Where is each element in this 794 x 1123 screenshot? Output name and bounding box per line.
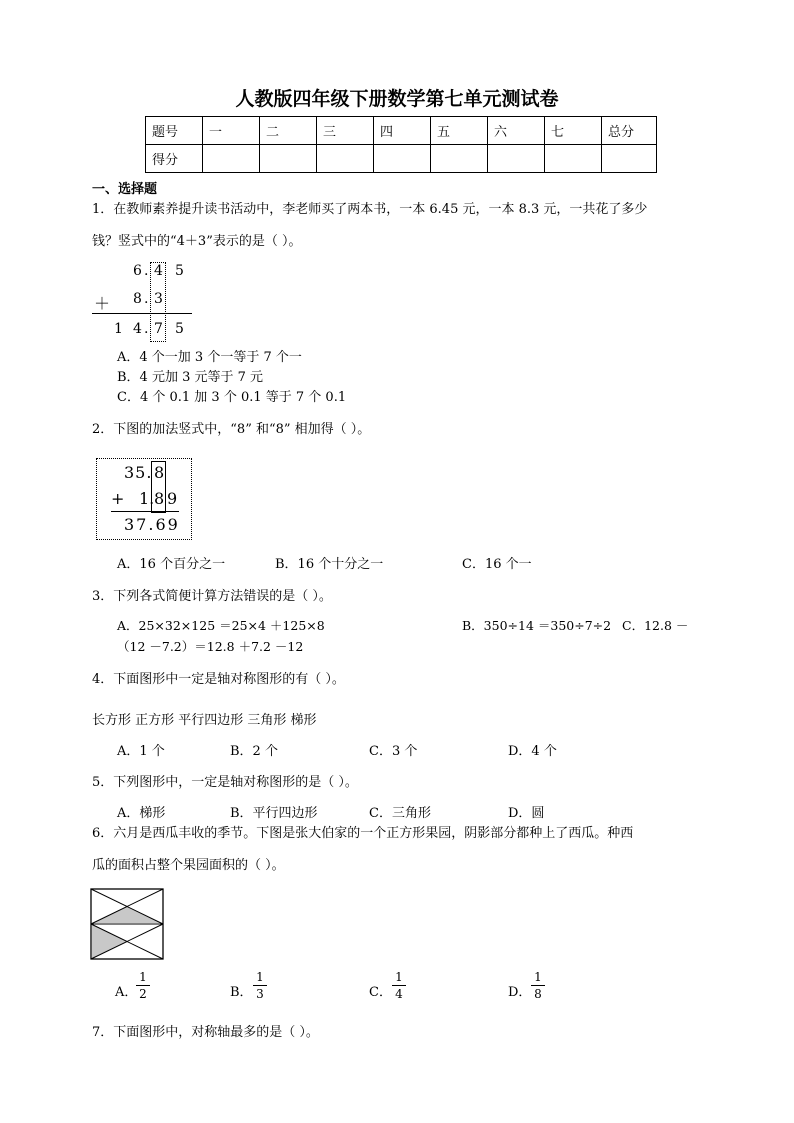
denominator: 4 xyxy=(395,987,403,1001)
q5-option-b[interactable]: B．平行四边形 xyxy=(230,806,318,821)
plus-sign: ＋ xyxy=(94,294,111,313)
score-input-cell[interactable] xyxy=(488,145,545,173)
q4-option-b[interactable]: B．2 个 xyxy=(230,744,278,759)
q4-shape-list: 长方形 正方形 平行四边形 三角形 梯形 xyxy=(92,713,317,728)
question-6-text-cont: 瓜的面积占整个果园面积的（ ）。 xyxy=(92,858,285,873)
q2-option-c[interactable]: C．16 个一 xyxy=(462,557,532,572)
q2-option-b[interactable]: B．16 个十分之一 xyxy=(275,557,384,572)
dotted-highlight-box xyxy=(150,262,166,342)
option-label: D． xyxy=(508,985,532,1000)
calc-underline xyxy=(92,313,192,314)
numerator: 1 xyxy=(256,970,264,984)
question-1-text-cont: 钱？竖式中的“4＋3”表示的是（ ）。 xyxy=(92,234,302,249)
q4-option-a[interactable]: A．1 个 xyxy=(117,744,165,759)
table-cell: 一 xyxy=(203,117,260,145)
score-table xyxy=(145,116,657,173)
plus-sign: + xyxy=(111,489,125,508)
table-cell: 六 xyxy=(488,117,545,145)
question-2-text: 2．下图的加法竖式中，“8” 和“8” 相加得（ ）。 xyxy=(92,422,371,437)
score-input-cell[interactable] xyxy=(602,145,657,173)
denominator: 2 xyxy=(139,987,147,1001)
calc-digit: 5 xyxy=(175,263,184,279)
table-cell: 题号 xyxy=(146,117,203,145)
fraction xyxy=(136,970,150,1001)
page-title: 人教版四年级下册数学第七单元测试卷 xyxy=(235,88,559,110)
question-6-text: 6．六月是西瓜丰收的季节。下图是张大伯家的一个正方形果园，阴影部分都种上了西瓜。种西 xyxy=(92,826,634,841)
option-label: A． xyxy=(115,985,138,1000)
q3-option-c[interactable]: C．12.8 － xyxy=(622,618,689,633)
q5-option-a[interactable]: A．梯形 xyxy=(117,806,166,821)
score-input-cell[interactable] xyxy=(260,145,317,173)
score-input-cell[interactable] xyxy=(317,145,374,173)
denominator: 8 xyxy=(534,987,542,1001)
calc-digits: 1. xyxy=(139,489,155,508)
calc-digit: . xyxy=(144,321,149,337)
table-cell: 七 xyxy=(545,117,602,145)
score-input-cell[interactable] xyxy=(374,145,431,173)
q5-option-d[interactable]: D．圆 xyxy=(508,806,545,821)
option-label: B． xyxy=(230,985,253,1000)
q1-option-a[interactable]: A．4 个一加 3 个一等于 7 个一 xyxy=(117,350,302,365)
q1-option-b[interactable]: B．4 元加 3 元等于 7 元 xyxy=(117,370,264,385)
calc-digit: 6 xyxy=(133,263,142,279)
orchard-square-diagram xyxy=(90,888,165,960)
numerator: 1 xyxy=(534,970,542,984)
calc-digit: 8 xyxy=(154,463,165,482)
calc-digit: 4 xyxy=(133,321,142,337)
q4-option-d[interactable]: D．4 个 xyxy=(508,744,557,759)
question-4-text: 4．下面图形中一定是轴对称图形的有（ ）。 xyxy=(92,672,345,687)
q3-option-a[interactable]: A．25×32×125 ＝25×4 ＋125×8 xyxy=(117,618,325,633)
table-cell: 二 xyxy=(260,117,317,145)
calc-digit: 4 xyxy=(154,263,163,279)
calc-digit: 7 xyxy=(154,321,163,337)
q3-option-b[interactable]: B．350÷14 ＝350÷7÷2 xyxy=(462,618,612,633)
denominator: 3 xyxy=(256,987,264,1001)
calc-digit: 9 xyxy=(167,489,178,508)
score-input-cell[interactable] xyxy=(545,145,602,173)
score-table-header-row xyxy=(146,117,657,145)
calc-digit: 8 xyxy=(154,489,165,508)
calc-digit: 8 xyxy=(133,291,142,307)
highlight-box xyxy=(151,461,166,513)
table-cell: 四 xyxy=(374,117,431,145)
q3-option-c-cont: （12 －7.2）＝12.8 ＋7.2 －12 xyxy=(117,639,304,654)
q4-option-c[interactable]: C．3 个 xyxy=(369,744,418,759)
score-input-cell[interactable] xyxy=(431,145,488,173)
shaded-region xyxy=(92,924,127,959)
calc-digit: . xyxy=(144,291,149,307)
q1-option-c[interactable]: C．4 个 0.1 加 3 个 0.1 等于 7 个 0.1 xyxy=(117,390,347,405)
q2-option-a[interactable]: A．16 个百分之一 xyxy=(117,557,226,572)
calc-digits: 35. xyxy=(124,463,153,482)
table-cell: 五 xyxy=(431,117,488,145)
table-cell: 总分 xyxy=(602,117,657,145)
table-cell: 三 xyxy=(317,117,374,145)
fraction xyxy=(531,970,545,1001)
shaded-region xyxy=(92,906,162,923)
score-input-cell[interactable] xyxy=(203,145,260,173)
fraction xyxy=(392,970,406,1001)
calc-digit: . xyxy=(144,263,149,279)
question-5-text: 5．下列图形中，一定是轴对称图形的是（ ）。 xyxy=(92,775,358,790)
calc-digit: 1 xyxy=(114,321,123,337)
question-1-text: 1．在教师素养提升读书活动中，李老师买了两本书，一本 6.45 元，一本 8.3 元，一共花了多少 xyxy=(92,202,648,217)
option-label: C． xyxy=(369,985,392,1000)
numerator: 1 xyxy=(395,970,403,984)
table-cell: 得分 xyxy=(146,145,203,173)
q5-option-c[interactable]: C．三角形 xyxy=(369,806,431,821)
section-heading: 一、选择题 xyxy=(92,182,158,197)
question-7-text: 7．下面图形中，对称轴最多的是（ ）。 xyxy=(92,1025,319,1040)
fraction xyxy=(253,970,267,1001)
score-table-score-row xyxy=(146,145,657,173)
calc-result: 37.69 xyxy=(124,515,180,534)
calc-underline xyxy=(111,511,179,512)
question-3-text: 3．下列各式简便计算方法错误的是（ ）。 xyxy=(92,589,332,604)
calc-digit: 5 xyxy=(175,321,184,337)
numerator: 1 xyxy=(139,970,147,984)
calc-digit: 3 xyxy=(154,291,163,307)
